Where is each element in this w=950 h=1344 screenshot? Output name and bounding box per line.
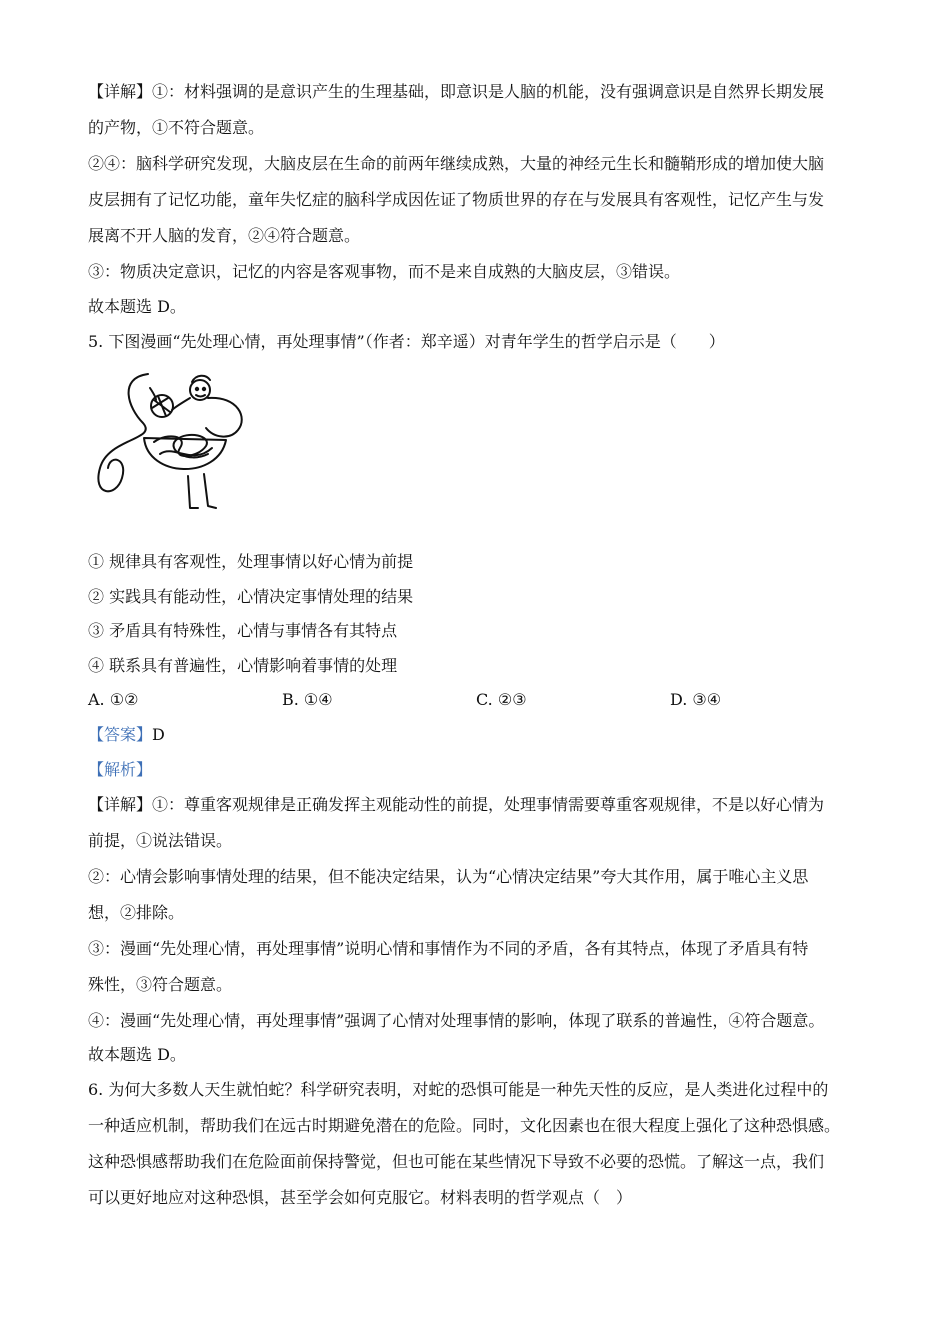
q5-analysis-line-3: ②：心情会影响事情处理的结果，但不能决定结果，认为“心情决定结果”夸大其作用，属于唯心主义思 (88, 867, 809, 886)
q5-option-b: B. ①④ (282, 690, 333, 709)
q4-conclusion: 故本题选 D。 (88, 297, 186, 316)
q5-analysis-line-4: 想，②排除。 (88, 903, 185, 922)
analysis-tag: 【解析】 (88, 760, 153, 779)
q5-item-3: ③ 矛盾具有特殊性，心情与事情各有其特点 (88, 621, 398, 640)
cartoon-image (88, 368, 258, 518)
q4-analysis-line-3: ②④：脑科学研究发现，大脑皮层在生命的前两年继续成熟，大量的神经元生长和髓鞘形成的增加使大脑 (88, 154, 825, 173)
q5-item-1: ① 规律具有客观性，处理事情以好心情为前提 (88, 552, 414, 571)
q5-option-d: D. ③④ (670, 690, 722, 709)
q6-line-4: 可以更好地应对这种恐惧，甚至学会如何克服它。材料表明的哲学观点（ ） (88, 1188, 633, 1207)
q4-analysis-line-6: ③：物质决定意识，记忆的内容是客观事物，而不是来自成熟的大脑皮层，③错误。 (88, 262, 681, 281)
q4-analysis-line-2: 的产物，①不符合题意。 (88, 118, 265, 137)
answer-value: D (152, 725, 165, 744)
q4-analysis-line-5: 展离不开人脑的发育，②④符合题意。 (88, 226, 361, 245)
q5-item-4: ④ 联系具有普遍性，心情影响着事情的处理 (88, 656, 398, 675)
q5-item-2: ② 实践具有能动性，心情决定事情处理的结果 (88, 587, 414, 606)
q5-analysis-line-7: ④：漫画“先处理心情，再处理事情”强调了心情对处理事情的影响，体现了联系的普遍性，④符合题意。 (88, 1011, 825, 1030)
q4-analysis-line-1: 【详解】①：材料强调的是意识产生的生理基础，即意识是人脑的机能，没有强调意识是自然界长期发展 (88, 82, 825, 101)
q5-analysis-line-6: 殊性，③符合题意。 (88, 975, 233, 994)
q6-line-1: 6. 为何大多数人天生就怕蛇？科学研究表明，对蛇的恐惧可能是一种先天性的反应，是人类进化过程中的 (88, 1080, 829, 1099)
q5-option-a: A. ①② (88, 690, 139, 709)
q6-line-3: 这种恐惧感帮助我们在危险面前保持警觉，但也可能在某些情况下导致不必要的恐慌。了解这一点，我们 (88, 1152, 825, 1171)
q5-analysis-line-2: 前提，①说法错误。 (88, 831, 233, 850)
q5-analysis-line-5: ③：漫画“先处理心情，再处理事情”说明心情和事情作为不同的矛盾，各有其特点，体现了矛盾具有特 (88, 939, 809, 958)
q5-stem: 5. 下图漫画“先处理心情，再处理事情”（作者：郑辛遥）对青年学生的哲学启示是（ ） (88, 332, 725, 351)
q4-analysis-line-4: 皮层拥有了记忆功能，童年失忆症的脑科学成因佐证了物质世界的存在与发展具有客观性，记忆产生与发 (88, 190, 825, 209)
q6-line-2: 一种适应机制，帮助我们在远古时期避免潜在的危险。同时，文化因素也在很大程度上强化了这种恐惧感。 (88, 1116, 841, 1135)
q5-analysis-line-1: 【详解】①：尊重客观规律是正确发挥主观能动性的前提，处理事情需要尊重客观规律，不是以好心情为 (88, 795, 825, 814)
q5-answer (88, 725, 165, 745)
answer-tag: 【答案】 (88, 725, 153, 744)
q5-conclusion: 故本题选 D。 (88, 1045, 186, 1064)
q5-option-c: C. ②③ (476, 690, 527, 709)
